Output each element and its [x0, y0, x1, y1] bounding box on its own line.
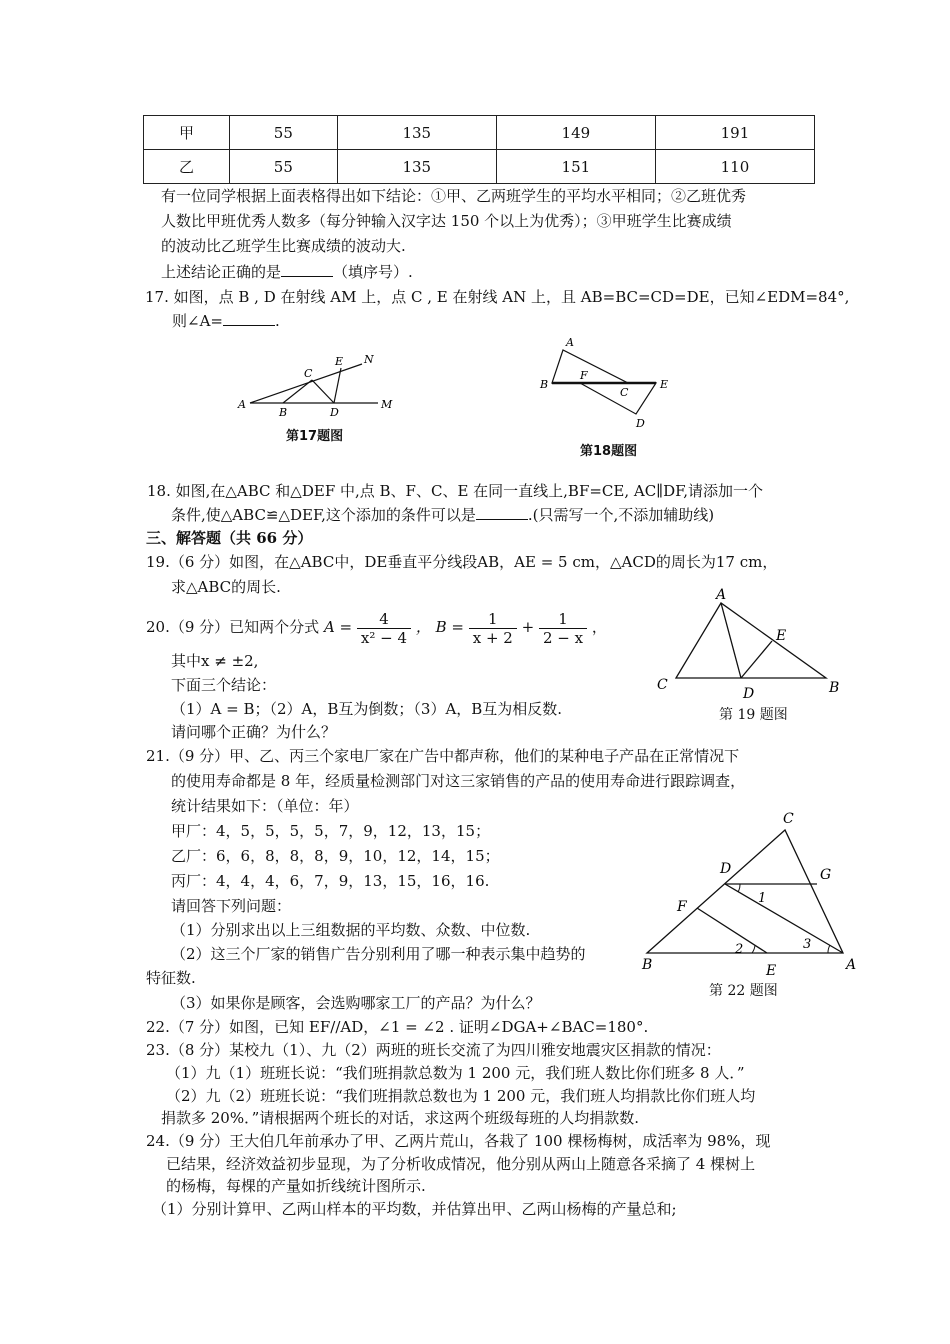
label-a: A	[716, 587, 727, 603]
table-cell: 110	[655, 150, 814, 184]
q21-line2: 的使用寿命都是 8 年，经质量检测部门对这三家销售的产品的使用寿命进行跟踪调查，	[171, 772, 746, 790]
q20-tail: ，	[591, 618, 607, 636]
table-cell: 乙	[144, 150, 230, 184]
triangle-abc	[647, 830, 843, 953]
q20-a-lhs: A =	[323, 618, 353, 636]
label-c: C	[657, 677, 668, 693]
label-d: D	[720, 861, 732, 877]
label-b: B	[279, 406, 288, 419]
fraction-b1-den: x + 2	[472, 628, 513, 647]
q16-prompt: 上述结论正确的是	[161, 263, 282, 281]
label-e: E	[766, 963, 777, 979]
label-e: E	[335, 355, 344, 368]
q21-line8: （1）分别求出以上三组数据的平均数、众数、中位数.	[171, 921, 531, 939]
label-g: G	[820, 867, 832, 883]
fraction-a-num: 4	[357, 610, 411, 629]
label-d: D	[743, 686, 755, 702]
angle-2-arc	[752, 945, 755, 953]
q17-prompt: 则∠A=	[172, 312, 223, 330]
table-cell: 135	[337, 150, 496, 184]
label-c: C	[783, 811, 794, 827]
label-b: B	[540, 378, 549, 391]
q22-caption: 第 22 题图	[709, 983, 778, 999]
q18-caption: 第18题图	[580, 444, 638, 459]
q20-b-lhs: ， B =	[415, 618, 464, 636]
table-cell: 191	[655, 116, 814, 150]
label-f: F	[677, 899, 687, 915]
label-b: B	[829, 680, 840, 696]
q23-line1: 23.（8 分）某校九（1）、九（2）两班的班长交流了为四川雅安地震灾区捐款的情况：	[146, 1041, 721, 1059]
section-title: 三、解答题（共 66 分）	[146, 529, 313, 547]
table-cell: 55	[229, 150, 337, 184]
q21-line3: 统计结果如下：（单位：年）	[171, 797, 359, 815]
label-c: C	[304, 367, 313, 380]
label-a: A	[566, 336, 574, 349]
q20-line4: （1）A = B；（2）A，B互为倒数；（3）A，B互为相反数.	[171, 700, 563, 718]
table-cell: 甲	[144, 116, 230, 150]
q19-line2: 求△ABC的周长.	[171, 578, 281, 596]
table-cell: 151	[496, 150, 655, 184]
q16-line2: 人数比甲班优秀人数多（每分钟输入汉字达 150 个以上为优秀）；③甲班学生比赛成绩	[161, 212, 732, 230]
fraction-b1-num: 1	[469, 610, 517, 629]
q23-line2: （1）九（1）班班长说：“我们班捐款总数为 1 200 元，我们班人数比你们班多 8 人．”	[166, 1064, 745, 1082]
label-c: C	[620, 386, 629, 399]
q22-text: 22.（7 分）如图，已知 EF//AD，∠1 = ∠2 . 证明∠DGA+∠BAC=180°.	[146, 1018, 649, 1036]
label-e: E	[660, 378, 669, 391]
q16-suffix: （填序号）.	[333, 263, 413, 281]
q20-line3: 下面三个结论：	[171, 676, 277, 694]
q17-caption: 第17题图	[286, 429, 344, 444]
label-a: A	[238, 398, 246, 411]
label-m: M	[381, 398, 393, 411]
table-cell: 55	[229, 116, 337, 150]
angle-1-arc	[738, 884, 740, 892]
label-1: 1	[758, 891, 767, 906]
q21-line1: 21.（9 分）甲、乙、丙三个家电厂家在广告中都声称，他们的某种电子产品在正常情况下	[146, 747, 740, 765]
q21-line7: 请回答下列问题：	[171, 897, 292, 915]
q23-line3: （2）九（2）班班长说：“我们班捐款总数也为 1 200 元，我们班人均捐款比你们班人均	[166, 1087, 756, 1105]
q23-line4: 捐款多 20%．”请根据两个班长的对话，求这两个班级每班的人均捐款数.	[161, 1109, 640, 1127]
q24-line2: 已结果，经济效益初步显现，为了分析收成情况，他分别从两山上随意各采摘了 4 棵树上	[166, 1155, 756, 1173]
q19-line1: 19.（6 分）如图，在△ABC中，DE垂直平分线段AB，AE = 5 cm，△ACD的周长为17 cm，	[146, 553, 778, 571]
label-d: D	[636, 417, 645, 430]
q24-line4: （1）分别计算甲、乙两山样本的平均数，并估算出甲、乙两山杨梅的产量总和;	[152, 1200, 677, 1218]
table-cell: 135	[337, 116, 496, 150]
q21-line11: （3）如果你是顾客，会选购哪家工厂的产品？为什么？	[171, 994, 541, 1012]
q17-line1: 17. 如图，点 B , D 在射线 AM 上，点 C , E 在射线 AN 上，且 AB=BC=CD=DE，已知∠EDM=84°,	[145, 288, 850, 306]
q24-line1: 24.（9 分）王大伯几年前承办了甲、乙两片荒山，各栽了 100 棵杨梅树，成活率为 98%，现	[146, 1132, 771, 1150]
label-3: 3	[803, 937, 812, 952]
fraction-a-den: x² − 4	[360, 628, 408, 647]
fraction-b2-num: 1	[539, 610, 587, 629]
q19-caption: 第 19 题图	[719, 707, 788, 723]
label-n: N	[364, 353, 374, 366]
q17-period: .	[274, 312, 280, 330]
label-2: 2	[735, 942, 744, 957]
q18-line1: 18. 如图,在△ABC 和△DEF 中,点 B、F、C、E 在同一直线上,BF=CE, AC∥DF,请添加一个	[147, 482, 763, 500]
segment-fe	[697, 908, 767, 953]
q20-prefix: 20.（9 分）已知两个分式	[146, 618, 320, 636]
q18-suffix: .(只需写一个,不添加辅助线)	[527, 506, 715, 524]
q16-line3: 的波动比乙班学生比赛成绩的波动大.	[161, 237, 406, 255]
q18-prompt: 条件,使△ABC≌△DEF,这个添加的条件可以是	[171, 506, 476, 524]
q21-line5: 乙厂：6，6，8，8，8，9，10，12，14，15；	[171, 847, 500, 865]
label-f: F	[580, 369, 588, 382]
fraction-b2-den: 2 − x	[542, 628, 584, 647]
q21-line10: 特征数.	[146, 969, 196, 987]
q20-line5: 请问哪个正确？为什么？	[171, 723, 337, 741]
label-e: E	[776, 628, 787, 644]
q21-line9: （2）这三个厂家的销售广告分别利用了哪一种表示集中趋势的	[171, 945, 586, 963]
q21-line4: 甲厂：4，5，5，5，5，7，9，12，13，15；	[171, 822, 491, 840]
table-cell: 149	[496, 116, 655, 150]
q20-line2: 其中x ≠ ±2,	[171, 652, 259, 670]
label-a: A	[846, 957, 857, 973]
angle-3-arc	[828, 945, 830, 953]
q24-line3: 的杨梅，每棵的产量如折线统计图所示.	[166, 1177, 426, 1195]
label-d: D	[330, 406, 339, 419]
plus-sign: +	[521, 618, 535, 636]
q21-line6: 丙厂：4，4，4，6，7，9，13，15，16，16.	[171, 872, 490, 890]
q16-line1: 有一位同学根据上面表格得出如下结论：①甲、乙两班学生的平均水平相同；②乙班优秀	[161, 187, 747, 205]
label-b: B	[642, 957, 653, 973]
